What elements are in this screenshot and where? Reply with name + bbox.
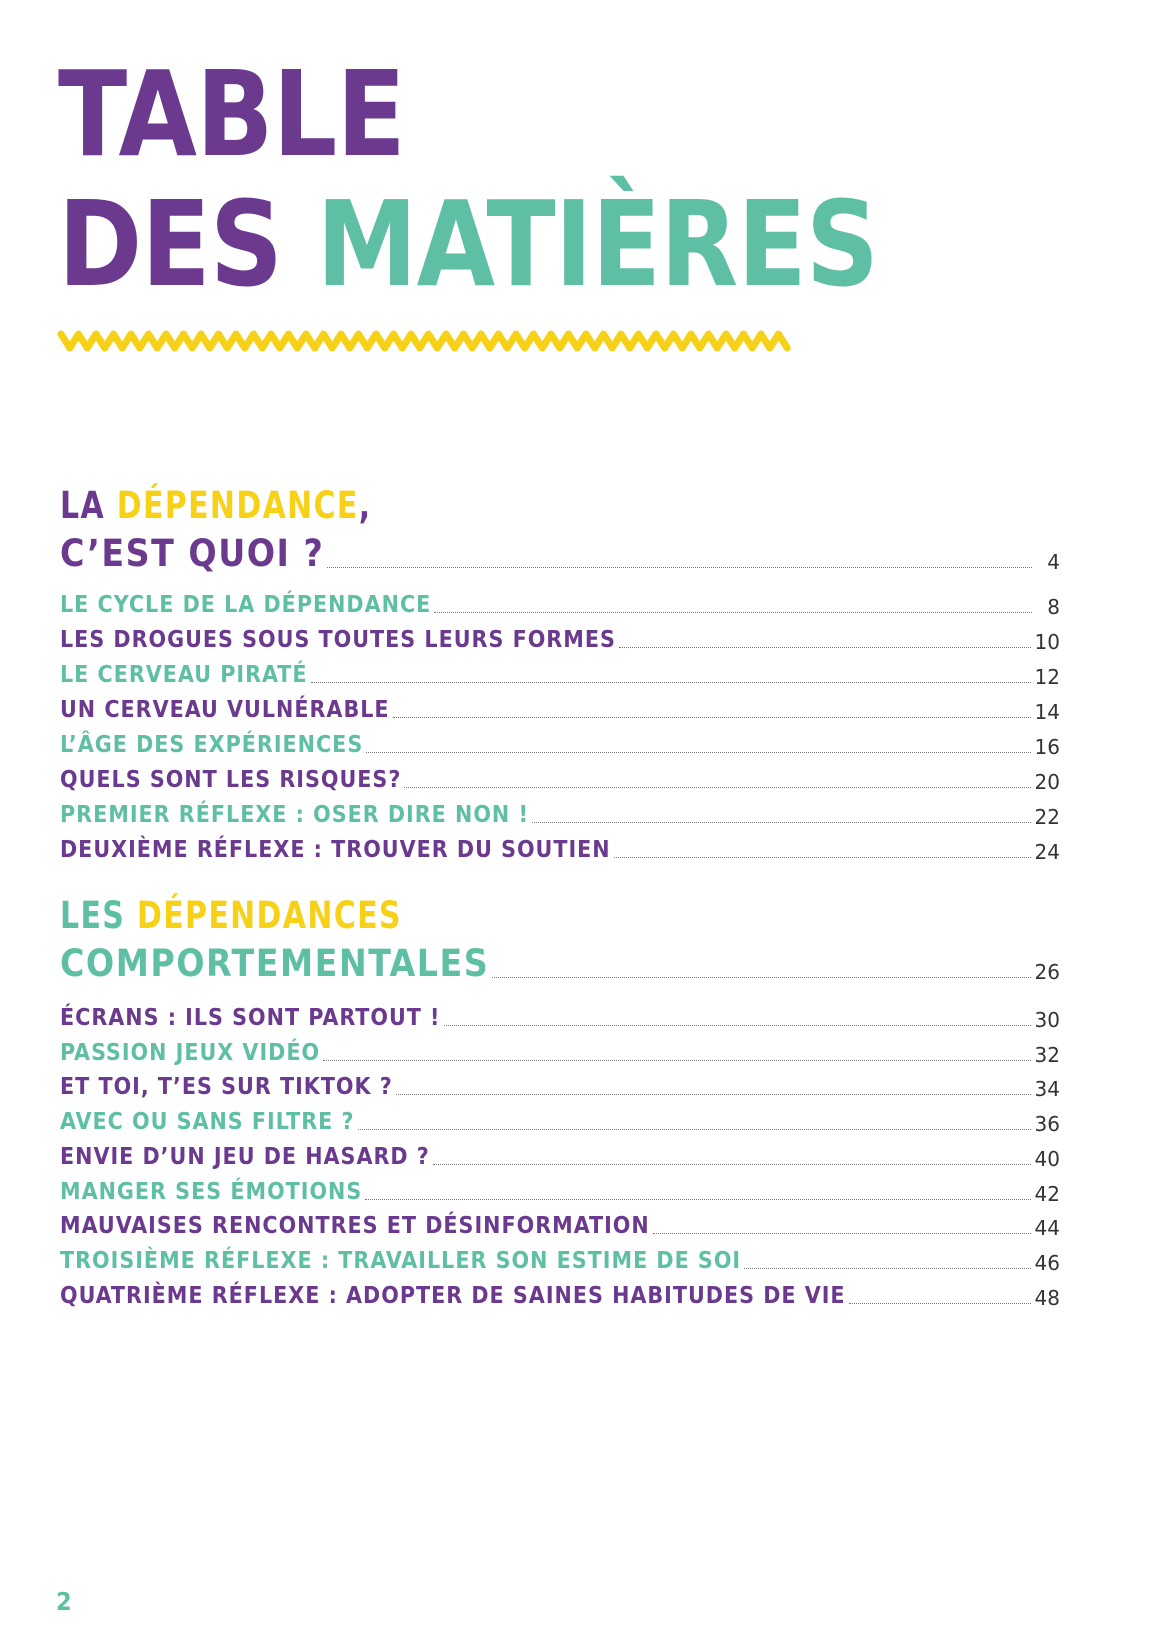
toc-entry[interactable] [60,1139,1060,1169]
toc-entry-label: PASSION JEUX VIDÉO [60,1039,321,1066]
toc-entry[interactable] [60,1174,1060,1204]
toc-entry-page: 40 [1034,1146,1060,1171]
zigzag-divider [57,329,799,353]
section1-heading-dependance: DÉPENDANCE [116,484,359,527]
section2-heading-line2: COMPORTEMENTALES [60,942,490,985]
section2-heading-dependances: DÉPENDANCES [136,894,402,937]
title-line-2 [58,175,879,313]
toc-entry-label: LE CYCLE DE LA DÉPENDANCE [60,592,432,618]
dot-leader [653,1233,1031,1234]
title-word-matieres: MATIÈRES [316,175,879,313]
dot-leader [849,1303,1031,1304]
toc-entry[interactable] [60,692,1060,722]
toc-entry-label: UN CERVEAU VULNÉRABLE [60,697,390,723]
toc-entry[interactable] [60,1035,1060,1065]
toc-entry-page: 10 [1034,630,1060,654]
toc-entry-page: 24 [1034,840,1060,864]
toc-entry[interactable] [60,1069,1060,1102]
toc-entry-page: 46 [1034,1250,1060,1275]
dot-leader [434,612,1032,613]
toc-entry-page: 32 [1034,1042,1060,1067]
toc-entry[interactable] [60,832,1060,862]
toc-entry[interactable] [60,1208,1060,1241]
toc-entry[interactable] [60,762,1060,792]
toc-entry-page: 12 [1034,665,1060,689]
section2-heading-line1 [60,894,402,937]
toc-entry-label: LE CERVEAU PIRATÉ [60,662,308,688]
dot-leader [532,822,1031,823]
dot-leader [358,1129,1031,1130]
dot-leader [311,682,1031,683]
dot-leader [404,787,1030,788]
dot-leader [327,567,1032,568]
toc-entry-label: ET TOI, T’ES SUR TIKTOK ? [60,1074,393,1101]
section1-heading-la: LA [60,484,117,527]
toc-entry[interactable] [60,1104,1060,1137]
section1-heading-line2: C’EST QUOI ? [60,532,325,575]
toc-entry-label: MAUVAISES RENCONTRES ET DÉSINFORMATION [60,1213,650,1240]
toc-entry-label: TROISIÈME RÉFLEXE : TRAVAILLER SON ESTIME DE SOI [60,1247,742,1274]
title-word-des: DES [58,175,317,313]
toc-entry-label: ÉCRANS : ILS SONT PARTOUT ! [60,1005,441,1031]
toc-entry-page: 8 [1047,595,1060,619]
toc-entry-label: QUATRIÈME RÉFLEXE : ADOPTER DE SAINES HABITUDES DE VIE [60,1282,846,1309]
dot-leader [492,977,1030,978]
toc-entry-page: 16 [1034,735,1060,759]
dot-leader [366,752,1030,753]
dot-leader [323,1060,1031,1061]
toc-entry-label: QUELS SONT LES RISQUES? [60,767,402,793]
toc-entry-label: ENVIE D’UN JEU DE HASARD ? [60,1143,430,1170]
toc-entry[interactable] [60,1243,1060,1273]
dot-leader [393,717,1031,718]
section2-page: 26 [1034,960,1060,984]
toc-entry[interactable] [60,1278,1060,1308]
toc-entry[interactable] [60,657,1060,687]
toc-entry[interactable] [60,587,1060,617]
toc-entry-page: 48 [1034,1285,1060,1310]
toc-entry-page: 36 [1034,1112,1060,1137]
toc-entry-page: 20 [1034,770,1060,794]
dot-leader [619,647,1031,648]
toc-entry-page: 14 [1034,700,1060,724]
toc-entry-page: 22 [1034,805,1060,829]
dot-leader [396,1094,1031,1095]
dot-leader [614,857,1031,858]
section1-heading-comma: , [358,484,372,527]
section1-heading-line1 [60,484,372,527]
toc-entry-page: 30 [1034,1008,1060,1032]
toc-entry-label: MANGER SES ÉMOTIONS [60,1178,363,1205]
section1-heading-row[interactable] [60,530,1060,575]
dot-leader [444,1025,1031,1026]
toc-entry-label: L’ÂGE DES EXPÉRIENCES [60,732,364,758]
dot-leader [365,1199,1030,1200]
toc-entry[interactable] [60,622,1060,652]
toc-entry-page: 34 [1034,1077,1060,1102]
toc-entry-label: LES DROGUES SOUS TOUTES LEURS FORMES [60,627,616,653]
section1-page: 4 [1047,550,1060,574]
page-number: 2 [56,1587,72,1616]
section2-heading-les: LES [60,894,137,937]
toc-entry[interactable] [60,797,1060,827]
toc-entry-page: 42 [1034,1181,1060,1206]
toc-entry-page: 44 [1034,1216,1060,1241]
section2-heading-row[interactable] [60,940,1060,985]
dot-leader [744,1268,1030,1269]
dot-leader [433,1164,1031,1165]
toc-entry[interactable] [60,1000,1060,1030]
toc-entry[interactable] [60,727,1060,757]
title-line-1: TABLE [58,45,405,183]
toc-entry-label: AVEC OU SANS FILTRE ? [60,1109,355,1136]
toc-entry-label: DEUXIÈME RÉFLEXE : TROUVER DU SOUTIEN [60,837,611,863]
toc-entry-label: PREMIER RÉFLEXE : OSER DIRE NON ! [60,802,529,828]
